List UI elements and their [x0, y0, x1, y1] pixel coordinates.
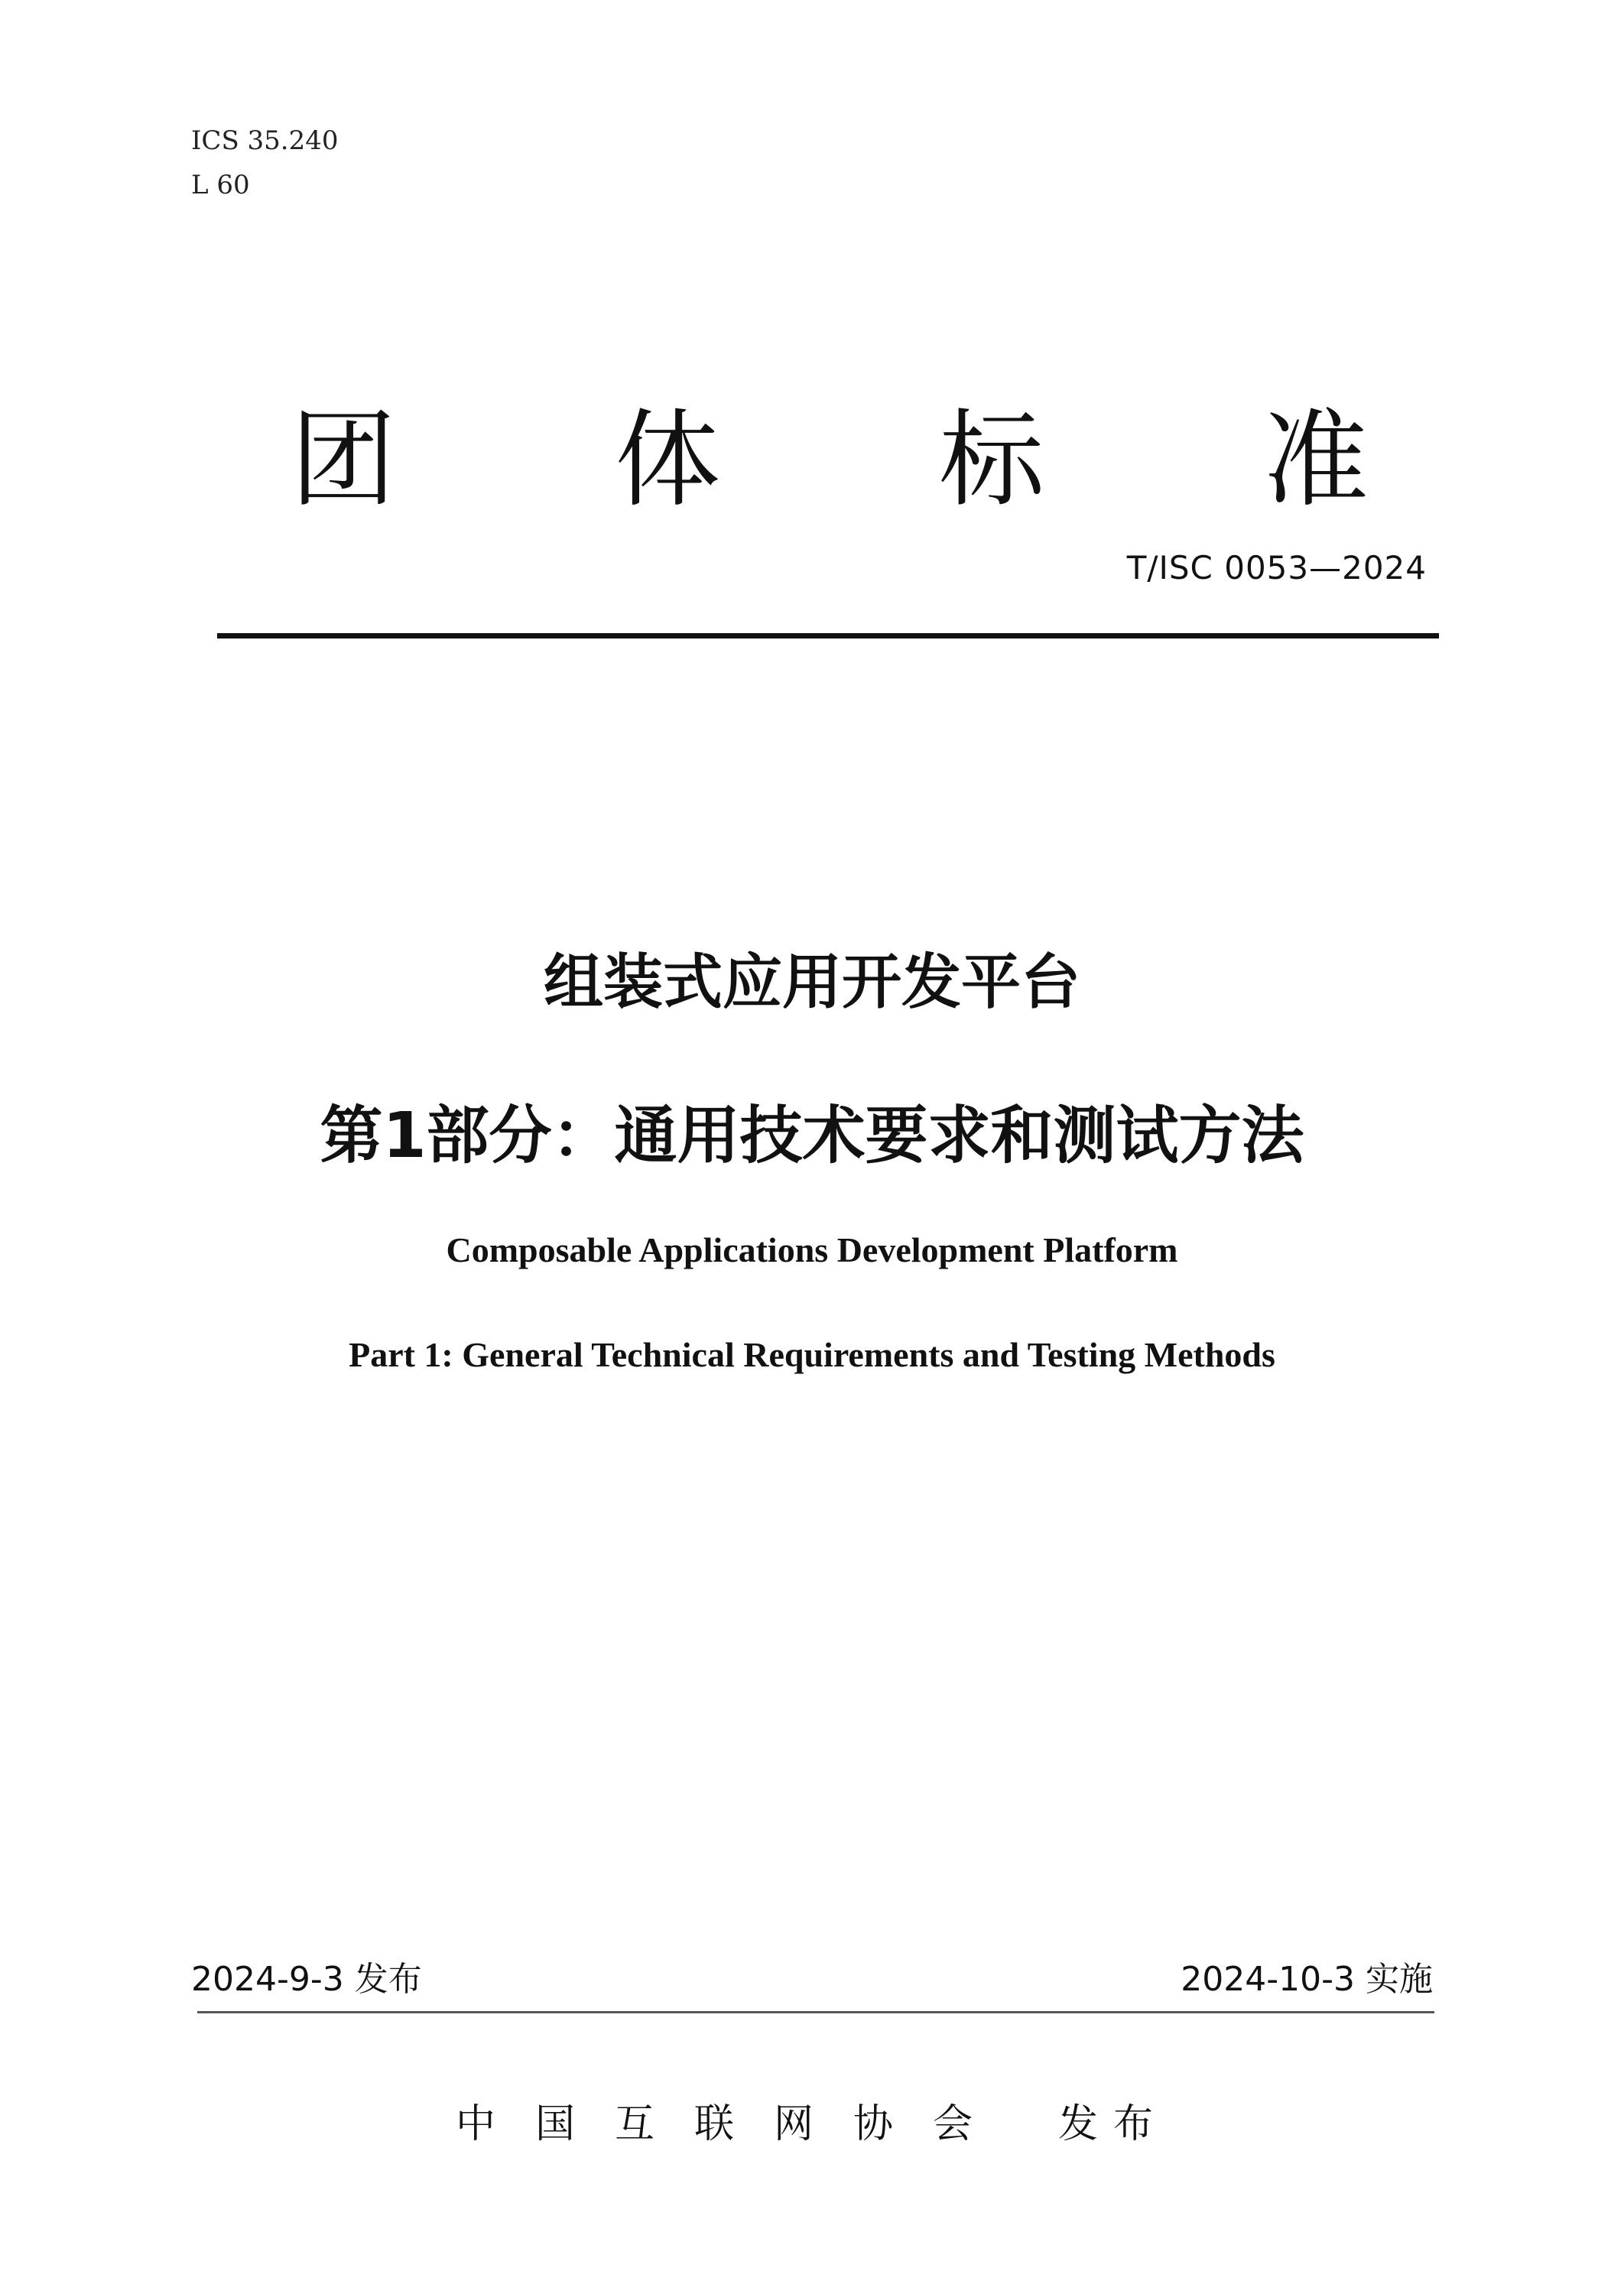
publisher-organization: 中国互联网协会	[455, 2101, 1012, 2147]
classification-codes	[191, 119, 339, 207]
standard-type-char: 体	[614, 398, 720, 522]
standard-type-heading	[291, 390, 1369, 522]
footer-divider	[197, 2011, 1434, 2013]
standard-type-char: 标	[938, 398, 1044, 522]
header-divider	[217, 633, 1439, 638]
title-en-line1: Composable Applications Development Platform	[446, 1230, 1178, 1269]
ccs-code: L 60	[191, 170, 250, 200]
publisher-line	[0, 2091, 1624, 2149]
standard-type-char: 团	[291, 398, 397, 522]
issue-date: 2024-9-3 发布	[191, 1960, 422, 1999]
title-cn-line2: 第1部分：通用技术要求和测试方法	[320, 1100, 1304, 1172]
standard-code: T/ISC 0053—2024	[1126, 549, 1427, 586]
title-en-line2: Part 1: General Technical Requirements and Testing Methods	[349, 1335, 1275, 1374]
standard-type-char: 准	[1262, 398, 1369, 522]
publisher-verb: 发布	[1058, 2101, 1169, 2147]
ics-code: ICS 35.240	[191, 125, 339, 156]
title-cn-line1: 组装式应用开发平台	[543, 948, 1080, 1017]
implement-date: 2024-10-3 实施	[1181, 1960, 1433, 1999]
